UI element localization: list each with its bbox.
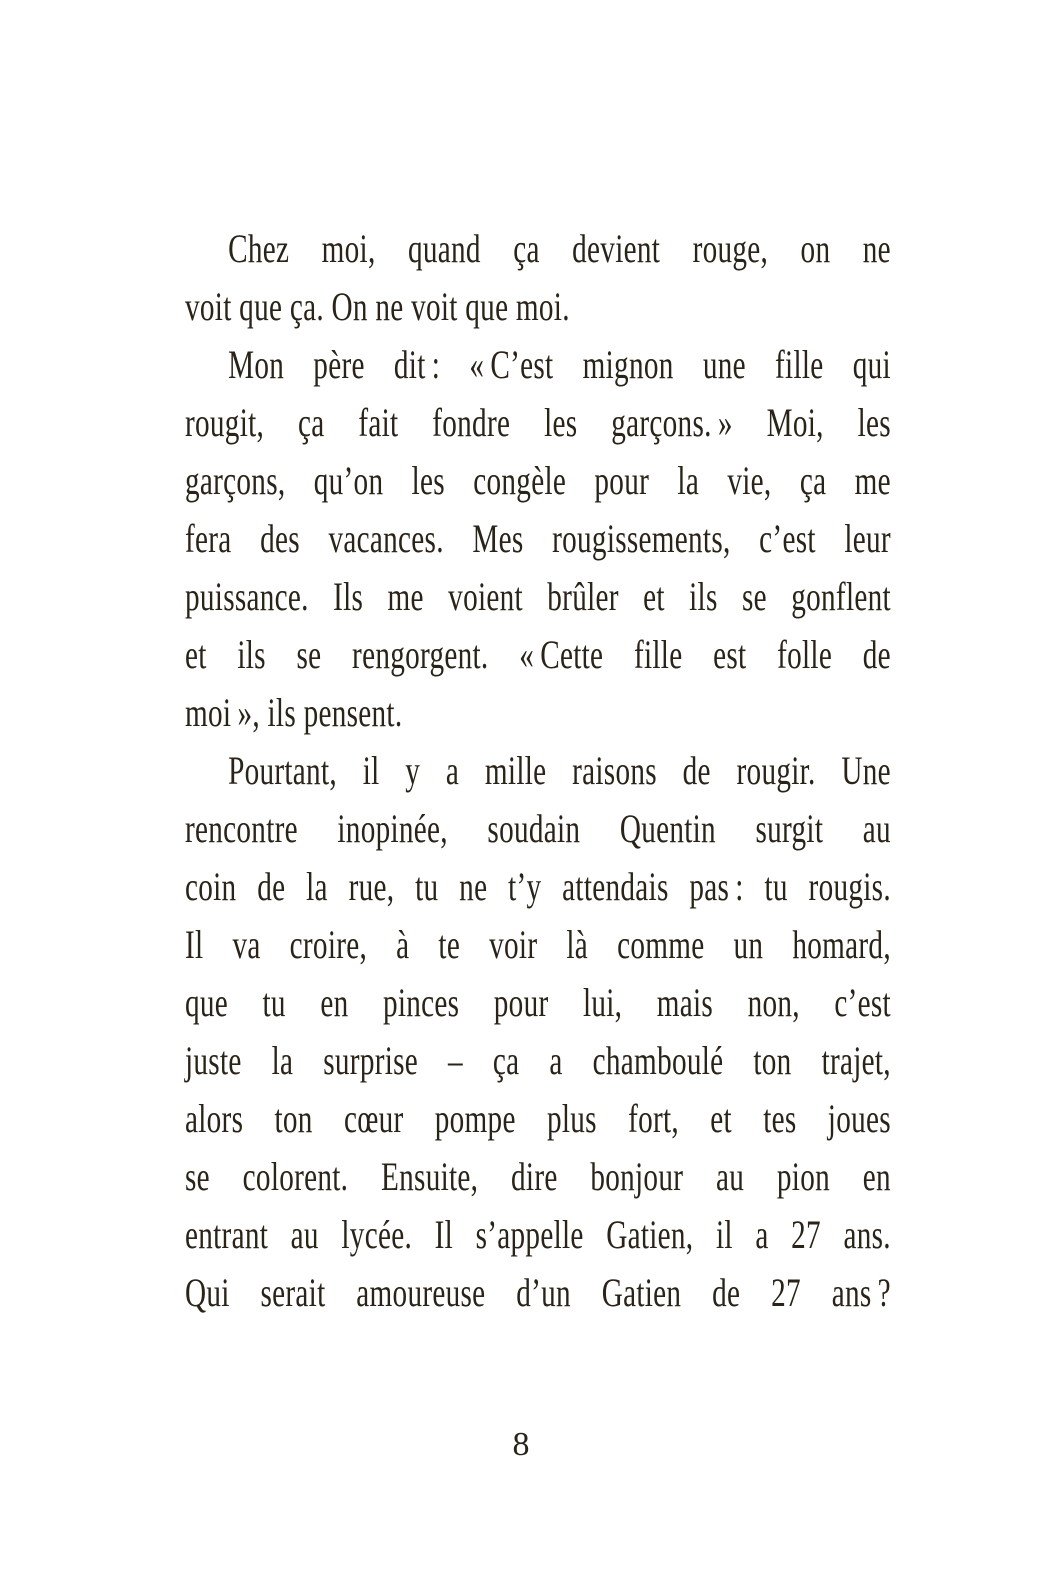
text-line: rougit, ça fait fondre les garçons. » Moi, les xyxy=(185,400,891,445)
text-line: moi », ils pensent. xyxy=(185,690,403,735)
text-line: Qui serait amoureuse d’un Gatien de 27 ans ? xyxy=(185,1270,891,1315)
text-line: Il va croire, à te voir là comme un homard, xyxy=(185,922,891,967)
text-line: alors ton cœur pompe plus fort, et tes joues xyxy=(185,1096,891,1141)
page-text xyxy=(185,220,891,1322)
text-line: se colorent. Ensuite, dire bonjour au pion en xyxy=(185,1154,891,1199)
text-line: fera des vacances. Mes rougissements, c’est leur xyxy=(185,516,891,561)
text-line: Pourtant, il y a mille raisons de rougir. Une xyxy=(228,748,891,793)
text-line: puissance. Ils me voient brûler et ils se gonflent xyxy=(185,574,891,619)
text-line: et ils se rengorgent. « Cette fille est folle de xyxy=(185,632,891,677)
text-line: rencontre inopinée, soudain Quentin surgit au xyxy=(185,806,891,851)
text-line: Chez moi, quand ça devient rouge, on ne xyxy=(228,226,891,271)
text-line: Mon père dit : « C’est mignon une fille qui xyxy=(228,342,891,387)
text-line: juste la surprise – ça a chamboulé ton trajet, xyxy=(185,1038,891,1083)
page-number: 8 xyxy=(512,1426,530,1463)
text-line: entrant au lycée. Il s’appelle Gatien, il a 27 ans. xyxy=(185,1212,891,1257)
text-line: garçons, qu’on les congèle pour la vie, ça me xyxy=(185,458,891,503)
text-line: coin de la rue, tu ne t’y attendais pas : tu rougis. xyxy=(185,864,891,909)
text-line: voit que ça. On ne voit que moi. xyxy=(185,284,570,329)
text-line: que tu en pinces pour lui, mais non, c’est xyxy=(185,980,891,1025)
